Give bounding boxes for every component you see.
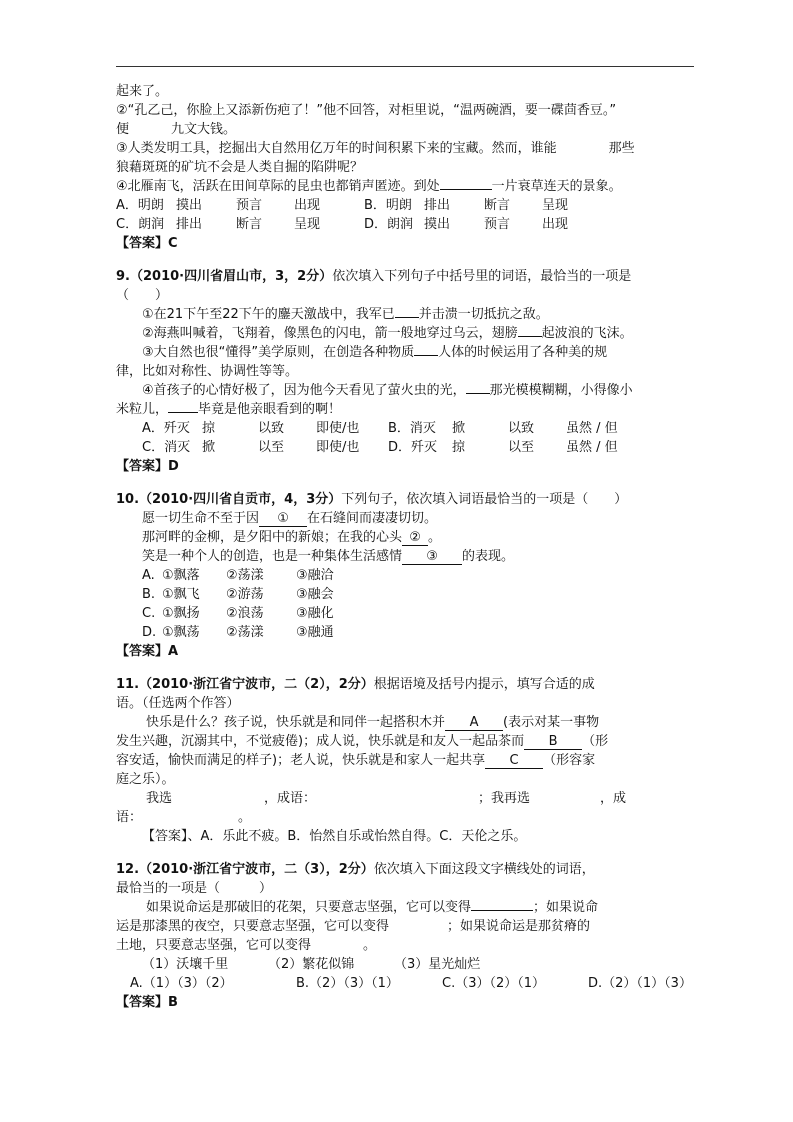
q9-heading-paren: （ ） <box>116 288 169 303</box>
q12-passage-3: 土地，只要意志坚强，它可以变得 。 <box>116 938 377 953</box>
q12-option-d: D.（2）（1）（3） <box>588 976 692 991</box>
q9-heading: 9.（2010·四川省眉山市，3，2分）依次填入下列句子中括号里的词语，最恰当的一项是 <box>116 269 632 284</box>
q8-options-cd: C．朗润 排出 断言 呈现 D．朗润 摸出 预言 出现 <box>116 217 569 232</box>
q12-passage-2: 运是那漆黑的夜空，只要意志坚强，它可以变得 ；如果说命运是那贫瘠的 <box>116 919 591 934</box>
q10-option-b: B. ①飘飞 ②游荡 ③融会 <box>142 587 334 602</box>
q10-option-d: D. ①飘荡 ②荡漾 ③融通 <box>142 625 334 640</box>
q11-passage-3: 容安适，愉快而满足的样子)；老人说，快乐就是和家人一起共享 C （形容家 <box>116 753 596 768</box>
q11-answer: 【答案】、A．乐此不疲。B．怡然自乐或怡然自得。C．天伦之乐。 <box>142 829 527 844</box>
q10-sentence-3: 笑是一种个人的创造，也是一种集体生活感情 ③ 的表现。 <box>142 549 515 564</box>
q9-sentence-4: ④首孩子的心情好极了，因为他今天看见了萤火虫的光， 那光模模糊糊，小得像小 <box>142 383 633 398</box>
q9-option-a: A．歼灭 <box>142 421 190 436</box>
q8-option-b: B．明朗 <box>364 198 412 213</box>
q11-heading: 11.（2010·浙江省宁波市，二（2），2分）根据语境及括号内提示，填写合适的成 <box>116 677 595 692</box>
q8-sentence-4: ④北雁南飞，活跃在田间草际的昆虫也都销声匿迹。到处 一片衰草连天的景象。 <box>116 179 622 194</box>
q12-heading: 12.（2010·浙江省宁波市，二（3），2分）依次填入下面这段文字横线处的词语， <box>116 862 595 877</box>
q8-options-ab: A．明朗 摸出 预言 出现 B．明朗 排出 断言 呈现 <box>116 198 569 213</box>
q12-option-c: C.（3）（2）（1） <box>442 976 546 991</box>
q12-option-a: A.（1）（3）（2） <box>130 976 233 991</box>
q9-sentence-2: ②海燕叫喊着，飞翔着，像黑色的闪电，箭一般地穿过乌云，翅膀 起波浪的飞沫。 <box>142 326 633 341</box>
q9-sentence-4-cont: 米粒儿， 毕竟是他亲眼看到的啊！ <box>116 402 342 417</box>
q9-option-c: C．消灭 <box>142 440 191 455</box>
q8-sentence-2: ②“孔乙己，你脸上又添新伤疤了！”他不回答，对柜里说，“温两碗酒，要一碟茴香豆。” <box>116 103 617 118</box>
q12-options <box>116 974 696 993</box>
q9-options-cd: C．消灭 掀 以至 即使/也 D．歼灭 掠 以至 虽然 / 但 <box>142 440 618 455</box>
q9-answer: 【答案】D <box>116 459 179 474</box>
q8-sentence-3-cont: 狼藉斑斑的矿坑不会是人类自掘的陷阱呢？ <box>116 160 364 175</box>
q10-option-a: A. ①飘落 ②荡漾 ③融洽 <box>142 568 334 583</box>
q9-option-d: D．歼灭 <box>388 440 438 455</box>
q11-heading-cont: 语。（任选两个作答） <box>116 696 240 711</box>
q8-sentence-2-cont: 便 九文大钱。 <box>116 122 237 137</box>
q10-option-c: C. ①飘扬 ②浪荡 ③融化 <box>142 606 334 621</box>
q8-option-a: A．明朗 <box>116 198 164 213</box>
q9-sentence-3: ③大自然也很“懂得”美学原则，在创造各种物质 人体的时候运用了各种美的规 <box>142 345 608 360</box>
q8-option-d: D．朗润 <box>364 217 414 232</box>
q10-sentence-1: 愿一切生命不至于因 ① 在石缝间而凄凄切切。 <box>142 511 438 526</box>
q8-sentence-3: ③人类发明工具，挖掘出大自然用亿万年的时间积累下来的宝藏。然而，谁能 那些 <box>116 141 635 156</box>
q8-continuation: 起来了。 <box>116 84 169 99</box>
q11-passage-2: 发生兴趣，沉溺其中，不觉疲倦)；成人说，快乐就是和友人一起品茶而 B （形 <box>116 734 609 749</box>
q12-heading-cont: 最恰当的一项是（ ） <box>116 881 273 896</box>
q11-answer-area: 我选 ，成语： ；我再选 ，成 <box>146 791 627 806</box>
q9-options-ab: A．歼灭 掠 以致 即使/也 B．消灭 掀 以致 虽然 / 但 <box>142 421 618 436</box>
q10-heading: 10.（2010·四川省自贡市，4，3分）下列句子，依次填入词语最恰当的一项是（ ） <box>116 492 628 507</box>
q11-answer-area-cont: 语： 。 <box>116 810 252 825</box>
q10-answer: 【答案】A <box>116 644 179 659</box>
q12-passage-1: 如果说命运是那破旧的花架，只要意志坚强，它可以变得 ；如果说命 <box>146 900 599 915</box>
q12-answer: 【答案】B <box>116 995 178 1010</box>
q12-option-b: B.（2）（3）（1） <box>296 976 399 991</box>
q9-sentence-1: ①在21下午至22下午的鏖天激战中，我军已 并击溃一切抵抗之敌。 <box>142 307 549 322</box>
document-page <box>116 82 696 1012</box>
q12-choices: （1）沃壤千里 （2）繁花似锦 （3）星光灿烂 <box>142 957 481 972</box>
q10-sentence-2: 那河畔的金柳，是夕阳中的新娘；在我的心头 ② 。 <box>142 530 442 545</box>
header-rule <box>116 66 694 67</box>
q9-sentence-3-cont: 律，比如对称性、协调性等等。 <box>116 364 299 379</box>
q9-option-b: B．消灭 <box>388 421 436 436</box>
q11-passage-1: 快乐是什么？孩子说，快乐就是和同伴一起搭积木并 A (表示对某一事物 <box>146 715 600 730</box>
q11-passage-4: 庭之乐）。 <box>116 772 175 787</box>
q8-option-c: C．朗润 <box>116 217 165 232</box>
q8-answer: 【答案】C <box>116 236 178 251</box>
